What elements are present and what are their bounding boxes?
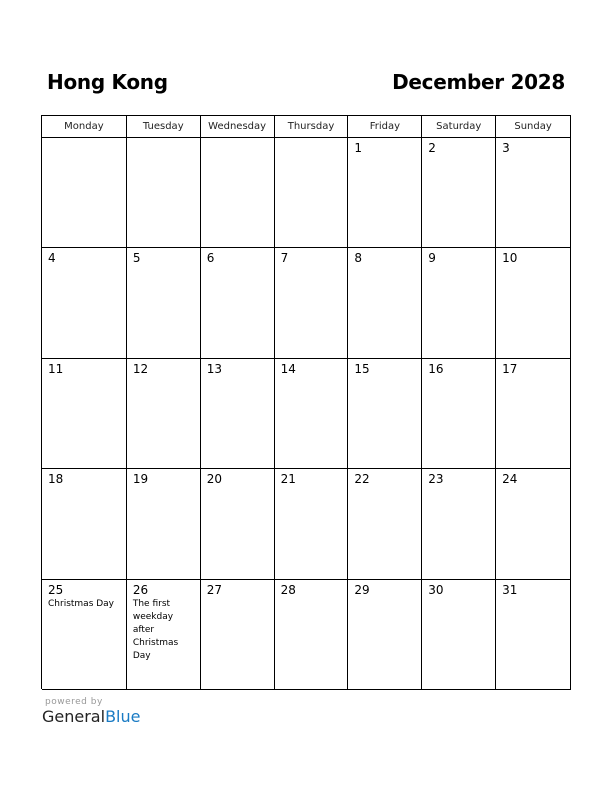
weekday-header-row <box>42 116 571 138</box>
day-cell <box>275 469 349 579</box>
day-number: 11 <box>48 361 64 376</box>
week-row <box>42 469 571 579</box>
brand-logo <box>42 708 140 726</box>
day-number: 6 <box>206 251 215 266</box>
day-cell <box>496 580 571 690</box>
day-cell <box>201 138 275 248</box>
day-cell <box>422 469 496 579</box>
day-number: 5 <box>132 251 141 266</box>
day-number: 21 <box>280 472 296 487</box>
day-cell <box>348 138 422 248</box>
weekday-header: Friday <box>348 116 422 138</box>
day-cell <box>496 359 571 469</box>
week-row <box>42 138 571 248</box>
day-cell <box>201 359 275 469</box>
day-number: 9 <box>428 251 436 266</box>
brand-general-text: General <box>42 707 106 726</box>
week-row <box>42 359 571 469</box>
day-number: 4 <box>48 251 56 266</box>
day-number: 1 <box>354 141 363 155</box>
day-number: 30 <box>428 582 444 597</box>
week-row <box>42 248 571 358</box>
day-number: 2 <box>428 141 436 155</box>
day-cell <box>422 359 496 469</box>
day-number: 15 <box>354 361 370 376</box>
day-cell <box>422 138 496 248</box>
day-cell <box>42 359 127 469</box>
holiday-label: Christmas Day <box>48 598 115 609</box>
day-cell <box>496 469 571 579</box>
day-number: 24 <box>502 472 518 487</box>
day-number: 17 <box>502 361 518 376</box>
day-cell <box>422 248 496 358</box>
weekday-header: Tuesday <box>127 116 201 138</box>
weekday-header: Thursday <box>275 116 349 138</box>
day-number: 3 <box>502 141 510 155</box>
day-cell <box>275 248 349 358</box>
day-cell <box>42 469 127 579</box>
day-number: 28 <box>280 582 296 597</box>
day-cell <box>127 469 201 579</box>
brand-footer <box>42 697 140 726</box>
weekday-header: Monday <box>42 116 127 138</box>
day-number: 26 <box>132 582 149 597</box>
weekday-header: Wednesday <box>201 116 275 138</box>
day-number: 12 <box>132 361 149 376</box>
day-cell <box>275 580 349 690</box>
day-cell <box>42 580 127 690</box>
day-cell <box>127 359 201 469</box>
day-cell <box>348 359 422 469</box>
day-number: 18 <box>48 472 64 487</box>
day-cell <box>348 248 422 358</box>
day-number: 16 <box>428 361 444 376</box>
day-cell <box>201 580 275 690</box>
day-cell <box>275 359 349 469</box>
day-number: 19 <box>132 472 149 487</box>
day-cell <box>201 248 275 358</box>
day-cell <box>422 580 496 690</box>
day-cell <box>127 580 201 690</box>
day-cell <box>127 138 201 248</box>
weekday-header: Sunday <box>496 116 571 138</box>
powered-by-text: powered by <box>45 697 103 707</box>
month-year-title: December 2028 <box>392 70 565 94</box>
day-cell <box>127 248 201 358</box>
day-number: 22 <box>354 472 370 487</box>
day-number: 25 <box>48 582 64 597</box>
day-cell <box>201 469 275 579</box>
day-cell <box>496 248 571 358</box>
calendar-grid <box>41 115 571 689</box>
day-cell <box>42 138 127 248</box>
day-number: 13 <box>206 361 222 376</box>
day-number: 20 <box>206 472 222 487</box>
weeks-container <box>42 138 571 690</box>
holiday-label: The first weekday after Christmas Day <box>132 598 179 661</box>
day-number: 27 <box>206 582 222 597</box>
day-cell <box>496 138 571 248</box>
week-row <box>42 580 571 690</box>
day-cell <box>348 469 422 579</box>
day-number: 10 <box>502 251 518 266</box>
day-number: 8 <box>354 251 363 266</box>
day-number: 7 <box>280 251 289 266</box>
day-number: 23 <box>428 472 444 487</box>
day-cell <box>275 138 349 248</box>
brand-blue-text: Blue <box>105 707 141 726</box>
weekday-header: Saturday <box>422 116 496 138</box>
day-number: 31 <box>502 582 518 597</box>
day-number: 14 <box>280 361 296 376</box>
day-number: 29 <box>354 582 370 597</box>
location-title: Hong Kong <box>47 70 168 94</box>
day-cell <box>42 248 127 358</box>
day-cell <box>348 580 422 690</box>
